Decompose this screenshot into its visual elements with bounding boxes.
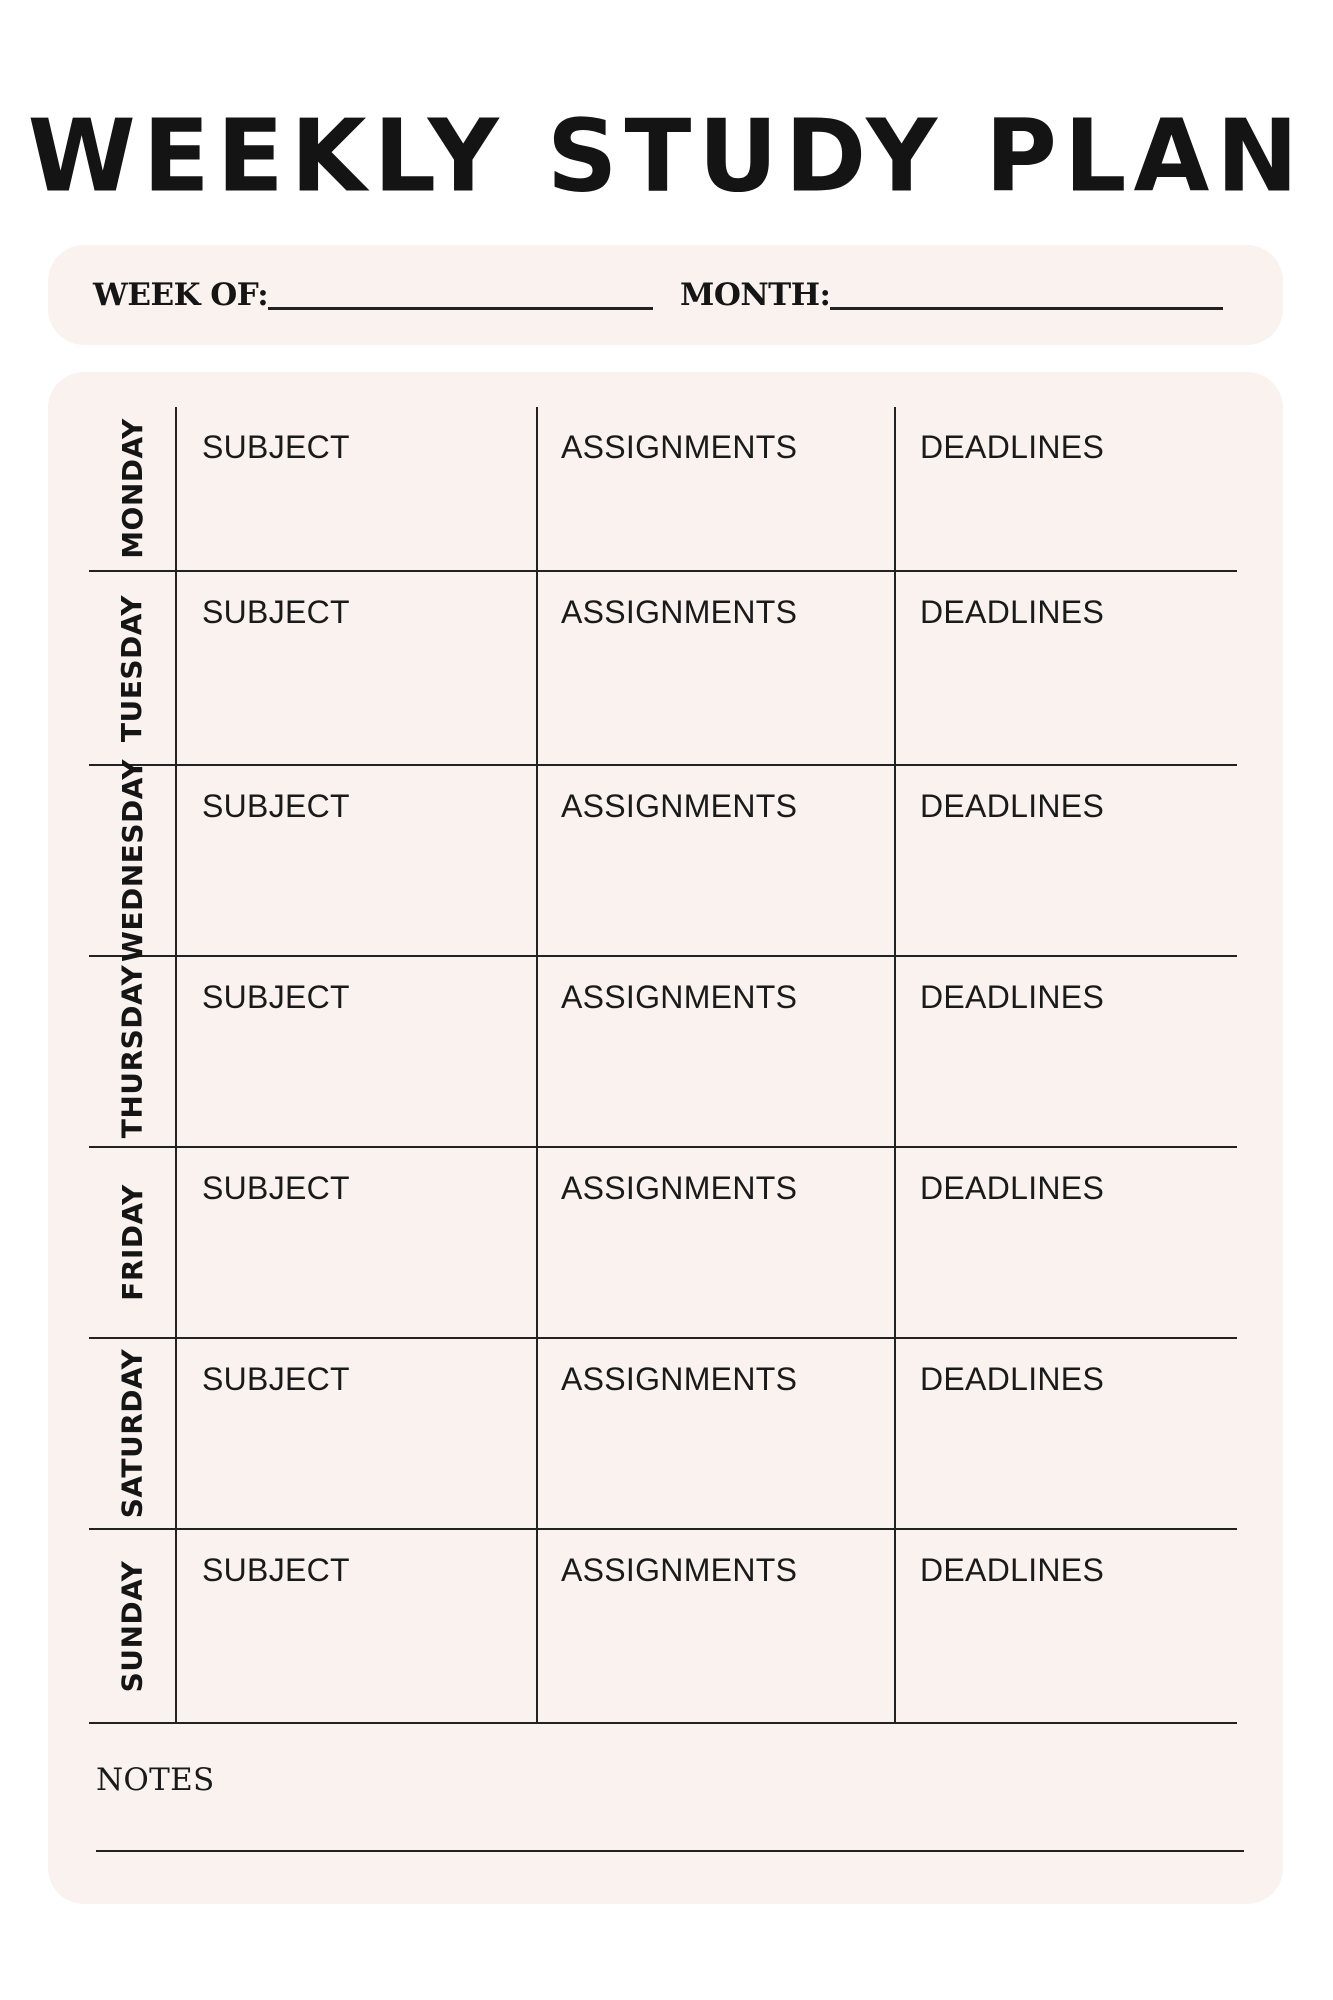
day-name: FRIDAY (115, 1184, 149, 1301)
column-divider (175, 572, 177, 764)
day-label (89, 407, 175, 570)
column-divider (536, 572, 538, 764)
assignments-cell[interactable]: ASSIGNMENTS (561, 1552, 798, 1588)
column-divider (175, 766, 177, 955)
subject-cell[interactable]: SUBJECT (202, 788, 350, 824)
column-divider (894, 1339, 896, 1528)
day-label (89, 957, 175, 1146)
day-label (89, 572, 175, 764)
day-name: THURSDAY (115, 964, 149, 1139)
column-divider (175, 1148, 177, 1337)
assignments-cell[interactable]: ASSIGNMENTS (561, 1361, 798, 1397)
subject-cell[interactable]: SUBJECT (202, 594, 350, 630)
deadlines-cell[interactable]: DEADLINES (920, 594, 1105, 630)
column-divider (894, 766, 896, 955)
week-of-input-line[interactable] (268, 307, 653, 310)
assignments-cell[interactable]: ASSIGNMENTS (561, 429, 798, 465)
month-input-line[interactable] (830, 307, 1223, 310)
month-label: MONTH: (680, 277, 831, 313)
page-title: WEEKLY STUDY PLAN (27, 98, 1306, 216)
day-row-friday (89, 1148, 1237, 1339)
column-divider (175, 1530, 177, 1722)
column-divider (894, 957, 896, 1146)
assignments-cell[interactable]: ASSIGNMENTS (561, 594, 798, 630)
day-name: MONDAY (115, 418, 149, 559)
header-panel (48, 245, 1283, 345)
column-divider (536, 1339, 538, 1528)
column-divider (536, 1530, 538, 1722)
assignments-cell[interactable]: ASSIGNMENTS (561, 979, 798, 1015)
column-divider (894, 1148, 896, 1337)
week-of-label: WEEK OF: (93, 277, 269, 313)
deadlines-cell[interactable]: DEADLINES (920, 788, 1105, 824)
column-divider (536, 407, 538, 570)
column-divider (536, 957, 538, 1146)
day-label (89, 1339, 175, 1528)
subject-cell[interactable]: SUBJECT (202, 429, 350, 465)
column-divider (894, 407, 896, 570)
day-row-sunday (89, 1530, 1237, 1724)
notes-input-line[interactable] (96, 1850, 1244, 1852)
month-field[interactable] (680, 245, 1223, 345)
column-divider (175, 957, 177, 1146)
day-row-thursday (89, 957, 1237, 1148)
deadlines-cell[interactable]: DEADLINES (920, 979, 1105, 1015)
subject-cell[interactable]: SUBJECT (202, 1552, 350, 1588)
column-divider (536, 1148, 538, 1337)
deadlines-cell[interactable]: DEADLINES (920, 429, 1105, 465)
assignments-cell[interactable]: ASSIGNMENTS (561, 788, 798, 824)
deadlines-cell[interactable]: DEADLINES (920, 1170, 1105, 1206)
day-label (89, 1530, 175, 1722)
day-name: SATURDAY (115, 1348, 149, 1519)
day-label (89, 1148, 175, 1337)
assignments-cell[interactable]: ASSIGNMENTS (561, 1170, 798, 1206)
column-divider (536, 766, 538, 955)
day-name: WEDNESDAY (115, 759, 149, 962)
day-row-wednesday (89, 759, 1237, 962)
column-divider (894, 572, 896, 764)
column-divider (175, 1339, 177, 1528)
subject-cell[interactable]: SUBJECT (202, 1170, 350, 1206)
column-divider (175, 407, 177, 570)
week-of-field[interactable] (93, 245, 653, 345)
notes-label: NOTES (96, 1762, 215, 1798)
day-label (89, 759, 175, 962)
day-row-tuesday (89, 572, 1237, 766)
day-name: SUNDAY (115, 1560, 149, 1692)
column-divider (894, 1530, 896, 1722)
subject-cell[interactable]: SUBJECT (202, 1361, 350, 1397)
schedule-panel (48, 372, 1283, 1904)
day-name: TUESDAY (115, 594, 149, 742)
deadlines-cell[interactable]: DEADLINES (920, 1361, 1105, 1397)
subject-cell[interactable]: SUBJECT (202, 979, 350, 1015)
deadlines-cell[interactable]: DEADLINES (920, 1552, 1105, 1588)
day-row-monday (89, 407, 1237, 572)
day-row-saturday (89, 1339, 1237, 1530)
